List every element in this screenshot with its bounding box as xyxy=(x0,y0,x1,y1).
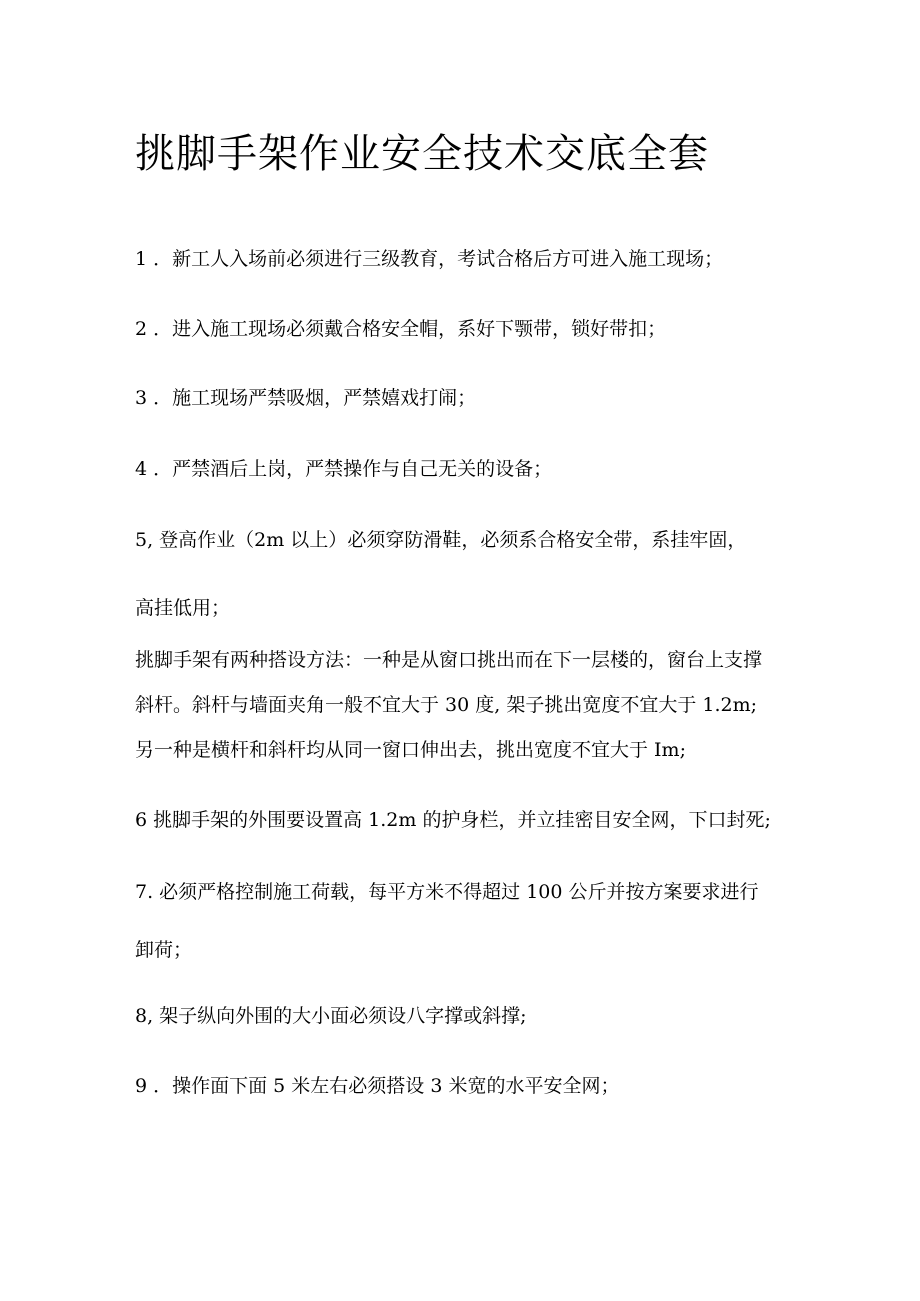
item-2 xyxy=(135,310,815,348)
item-9 xyxy=(135,1067,815,1105)
item-7-line-1: 7. 必须严格控制施工荷载，每平方米不得超过 100 公斤并按方案要求进行 xyxy=(135,881,759,903)
item-4 xyxy=(135,450,815,488)
item-8-line-1: 8, 架子纵向外围的大小面必须设八字撑或斜撑; xyxy=(135,1005,527,1027)
item-3-line-1: 3 ．施工现场严禁吸烟，严禁嬉戏打闹； xyxy=(135,387,477,409)
item-6 xyxy=(135,801,815,839)
item-3 xyxy=(135,379,815,417)
item-5-line-2: 高挂低用； xyxy=(135,597,231,619)
item-2-line-1: 2 ．进入施工现场必须戴合格安全帽，系好下颚带，锁好带扣； xyxy=(135,318,667,340)
item-8 xyxy=(135,997,815,1035)
item-9-line-1: 9 ．操作面下面 5 米左右必须搭设 3 米宽的水平安全网； xyxy=(135,1075,620,1097)
method-line-3: 另一种是横杆和斜杆均从同一窗口伸出去，挑出宽度不宜大于 Im; xyxy=(135,739,686,761)
item-6-line-1: 6 挑脚手架的外围要设置高 1.2m 的护身栏，并立挂密目安全网，下口封死; xyxy=(135,809,771,831)
item-1-line-1: 1 ．新工人入场前必须进行三级教育，考试合格后方可进入施工现场； xyxy=(135,248,724,270)
item-5-line-1: 5, 登高作业（2m 以上）必须穿防滑鞋，必须系合格安全带，系挂牢固， xyxy=(135,529,747,551)
method-paragraph xyxy=(135,638,815,773)
item-1 xyxy=(135,240,815,278)
method-line-1: 挑脚手架有两种搭设方法：一种是从窗口挑出而在下一层楼的，窗台上支撑 xyxy=(135,649,763,671)
method-line-2: 斜杆。斜杆与墙面夹角一般不宜大于 30 度, 架子挑出宽度不宜大于 1.2m; xyxy=(135,694,758,716)
document-title: 挑脚手架作业安全技术交底全套 xyxy=(135,131,709,177)
item-5 xyxy=(135,521,815,627)
item-7 xyxy=(135,873,815,969)
item-4-line-1: 4 ．严禁酒后上岗，严禁操作与自己无关的设备； xyxy=(135,458,553,480)
item-7-line-2: 卸荷； xyxy=(135,939,193,961)
